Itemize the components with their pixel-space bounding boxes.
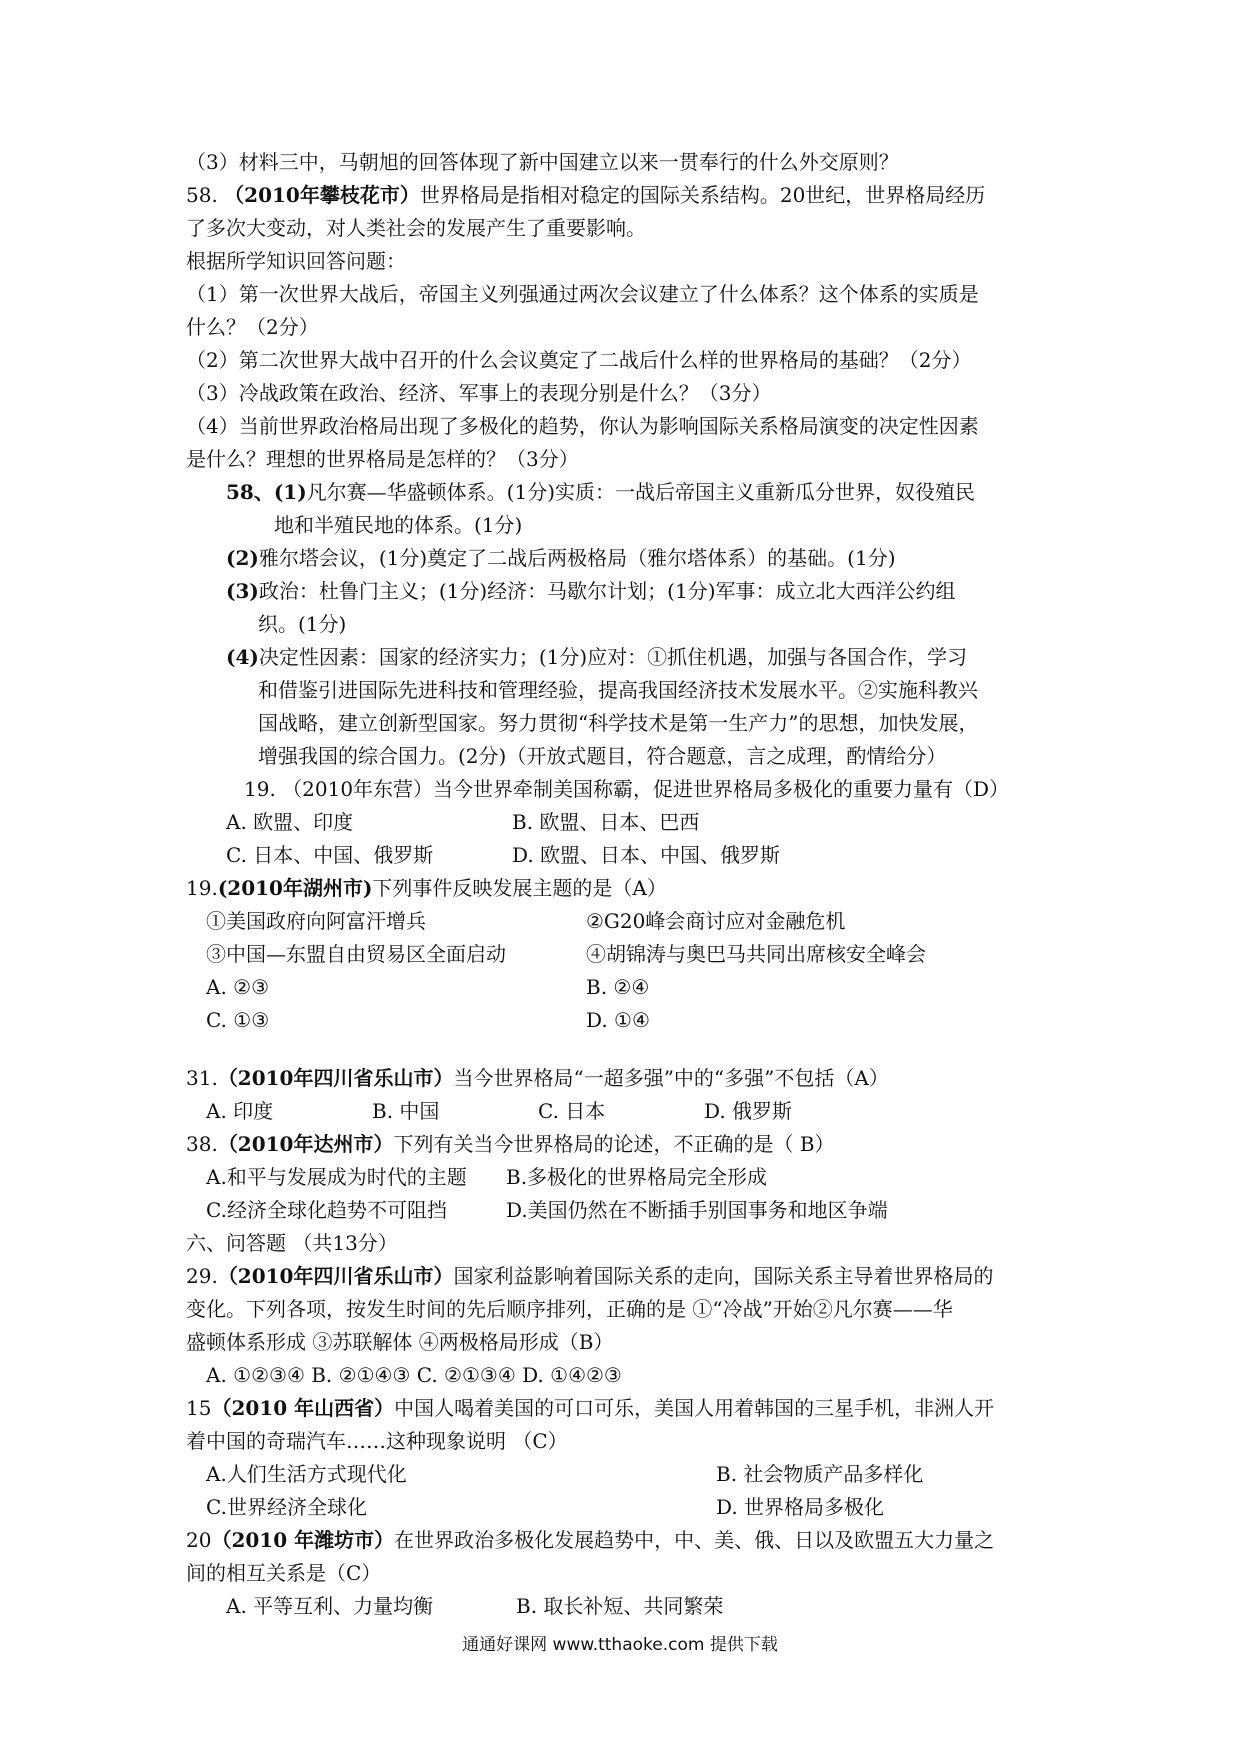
- question-text: 下列有关当今世界格局的论述，不正确的是（ B）: [393, 1132, 835, 1156]
- question-line: （3）冷战政策在政治、经济、军事上的表现分别是什么？（3分）: [186, 381, 772, 405]
- question-source: （2010年达州市）: [217, 1132, 394, 1156]
- answer-text: 凡尔赛—华盛顿体系。(1分)实质：一战后帝国主义重新瓜分世界，奴役殖民: [306, 480, 976, 504]
- question-source: (2010年湖州市): [217, 876, 373, 900]
- answer-text: 雅尔塔会议，(1分)奠定了二战后两极格局（雅尔塔体系）的基础。(1分): [258, 546, 896, 570]
- option-4: ④胡锦涛与奥巴马共同出席核安全峰会: [586, 942, 926, 966]
- options-row: [186, 1161, 1066, 1194]
- option-a: A. 平等互利、力量均衡: [226, 1594, 434, 1618]
- question-29: [186, 1260, 1066, 1293]
- option-2: ②G20峰会商讨应对金融危机: [586, 909, 846, 933]
- option-d: D. 世界格局多极化: [716, 1495, 885, 1519]
- option-a: A.人们生活方式现代化: [206, 1462, 407, 1486]
- question-38: [186, 1128, 1066, 1161]
- answer-58-3: [186, 575, 1066, 608]
- options-row: [186, 1004, 1066, 1037]
- option-a: A.和平与发展成为时代的主题: [206, 1165, 467, 1189]
- option-b: B. ②④: [586, 975, 650, 999]
- answer-58-4: [186, 641, 1066, 674]
- answer-line: 增强我国的综合国力。(2分)（开放式题目，符合题意，言之成理，酌情给分）: [258, 744, 947, 768]
- document-body: [186, 146, 1066, 1623]
- options-row: A. ①②③④ B. ②①④③ C. ②①③④ D. ①④②③: [206, 1363, 622, 1387]
- question-number: 38.: [186, 1132, 218, 1156]
- section-heading: 六、问答题 （共13分）: [186, 1231, 398, 1255]
- question-19-dongying: 19. （2010年东营）当今世界牵制美国称霸，促进世界格局多极化的重要力量有（D）: [244, 777, 1010, 801]
- question-line: 了多次大变动，对人类社会的发展产生了重要影响。: [186, 216, 646, 240]
- answer-line: 地和半殖民地的体系。(1分): [274, 513, 523, 537]
- question-number: 15: [186, 1396, 212, 1420]
- question-number: 19.: [186, 876, 218, 900]
- question-number: 20: [186, 1528, 212, 1552]
- answer-line: 国战略，建立创新型国家。努力贯彻“科学技术是第一生产力”的思想，加快发展，: [258, 711, 979, 735]
- question-line: （2）第二次世界大战中召开的什么会议奠定了二战后什么样的世界格局的基础？（2分）: [186, 348, 972, 372]
- answer-label: 58、(1): [226, 480, 307, 504]
- options-row: [186, 839, 1066, 872]
- question-line: 间的相互关系是（C）: [186, 1561, 382, 1585]
- option-a: A. ②③: [206, 975, 270, 999]
- options-row: [186, 806, 1066, 839]
- question-line: 根据所学知识回答问题：: [186, 249, 406, 273]
- options-row: [186, 971, 1066, 1004]
- option-b: B. 社会物质产品多样化: [716, 1462, 924, 1486]
- options-row: [186, 1194, 1066, 1227]
- question-text: 中国人喝着美国的可口可乐，美国人用着韩国的三星手机，非洲人开: [394, 1396, 995, 1420]
- option-c: C. 日本: [538, 1099, 606, 1123]
- options-row: [186, 1491, 1066, 1524]
- answer-text: 政治：杜鲁门主义；(1分)经济：马歇尔计划；(1分)军事：成立北大西洋公约组: [258, 579, 956, 603]
- answer-label: (3): [226, 579, 259, 603]
- question-source: （2010年攀枝花市）: [224, 183, 420, 207]
- option-d: D. 欧盟、日本、中国、俄罗斯: [512, 843, 781, 867]
- question-source: （2010 年潍坊市）: [211, 1528, 395, 1552]
- page-footer: 通通好课网 www.tthaoke.com 提供下载: [462, 1635, 778, 1655]
- option-d: D. ①④: [586, 1008, 650, 1032]
- question-number: 31.: [186, 1066, 218, 1090]
- question-15: [186, 1392, 1066, 1425]
- answer-label: (2): [226, 546, 259, 570]
- options-row: [186, 1458, 1066, 1491]
- question-31: [186, 1062, 1066, 1095]
- answer-line: 和借鉴引进国际先进科技和管理经验，提高我国经济技术发展水平。②实施科教兴: [258, 678, 978, 702]
- options-row: [186, 905, 1066, 938]
- option-b: B. 中国: [372, 1099, 440, 1123]
- options-row: [186, 938, 1066, 971]
- question-text: 下列事件反映发展主题的是（A）: [372, 876, 667, 900]
- question-number: 29.: [186, 1264, 218, 1288]
- question-20: [186, 1524, 1066, 1557]
- question-source: （2010年四川省乐山市）: [217, 1264, 454, 1288]
- question-58-header: [186, 179, 1066, 212]
- option-1: ①美国政府向阿富汗增兵: [206, 909, 426, 933]
- question-text: 当今世界格局“一超多强”中的“多强”不包括（A）: [453, 1066, 889, 1090]
- question-number: 58.: [186, 183, 218, 207]
- question-line: 着中国的奇瑞汽车……这种现象说明 （C）: [186, 1429, 568, 1453]
- answer-58-2: [186, 542, 1066, 575]
- question-line: 变化。下列各项，按发生时间的先后顺序排列，正确的是 ①“冷战”开始②凡尔赛——华: [186, 1297, 953, 1321]
- option-d: D. 俄罗斯: [704, 1099, 793, 1123]
- option-c: C.经济全球化趋势不可阻挡: [206, 1198, 447, 1222]
- question-19-huzhou: [186, 872, 1066, 905]
- option-d: D.美国仍然在不断插手别国事务和地区争端: [506, 1198, 888, 1222]
- question-line: （1）第一次世界大战后，帝国主义列强通过两次会议建立了什么体系？这个体系的实质是: [186, 282, 979, 306]
- answer-label: (4): [226, 645, 259, 669]
- option-c: C. ①③: [206, 1008, 270, 1032]
- answer-text: 决定性因素：国家的经济实力；(1分)应对：①抓住机遇，加强与各国合作，学习: [258, 645, 968, 669]
- option-b: B.多极化的世界格局完全形成: [506, 1165, 768, 1189]
- question-line: （3）材料三中，马朝旭的回答体现了新中国建立以来一贯奉行的什么外交原则？: [186, 150, 899, 174]
- option-c: C. 日本、中国、俄罗斯: [226, 843, 434, 867]
- answer-line: 织。(1分): [258, 612, 347, 636]
- option-a: A. 欧盟、印度: [226, 810, 354, 834]
- options-row: [186, 1590, 1066, 1623]
- options-row: [186, 1095, 1066, 1128]
- answer-58-1: [186, 476, 1066, 509]
- option-b: B. 取长补短、共同繁荣: [516, 1594, 724, 1618]
- spacer: [186, 1037, 1066, 1062]
- option-b: B. 欧盟、日本、巴西: [512, 810, 700, 834]
- question-source: （2010 年山西省）: [211, 1396, 395, 1420]
- question-text: 在世界政治多极化发展趋势中，中、美、俄、日以及欧盟五大力量之: [394, 1528, 995, 1552]
- question-line: （4）当前世界政治格局出现了多极化的趋势，你认为影响国际关系格局演变的决定性因素: [186, 414, 979, 438]
- question-text: 世界格局是指相对稳定的国际关系结构。20世纪，世界格局经历: [419, 183, 986, 207]
- question-source: （2010年四川省乐山市）: [217, 1066, 454, 1090]
- question-line: 是什么？理想的世界格局是怎样的？（3分）: [186, 447, 579, 471]
- question-text: 国家利益影响着国际关系的走向，国际关系主导着世界格局的: [453, 1264, 994, 1288]
- question-line: 什么？（2分）: [186, 315, 319, 339]
- option-c: C.世界经济全球化: [206, 1495, 367, 1519]
- question-line: 盛顿体系形成 ③苏联解体 ④两极格局形成（B）: [186, 1330, 614, 1354]
- option-3: ③中国—东盟自由贸易区全面启动: [206, 942, 506, 966]
- option-a: A. 印度: [206, 1099, 274, 1123]
